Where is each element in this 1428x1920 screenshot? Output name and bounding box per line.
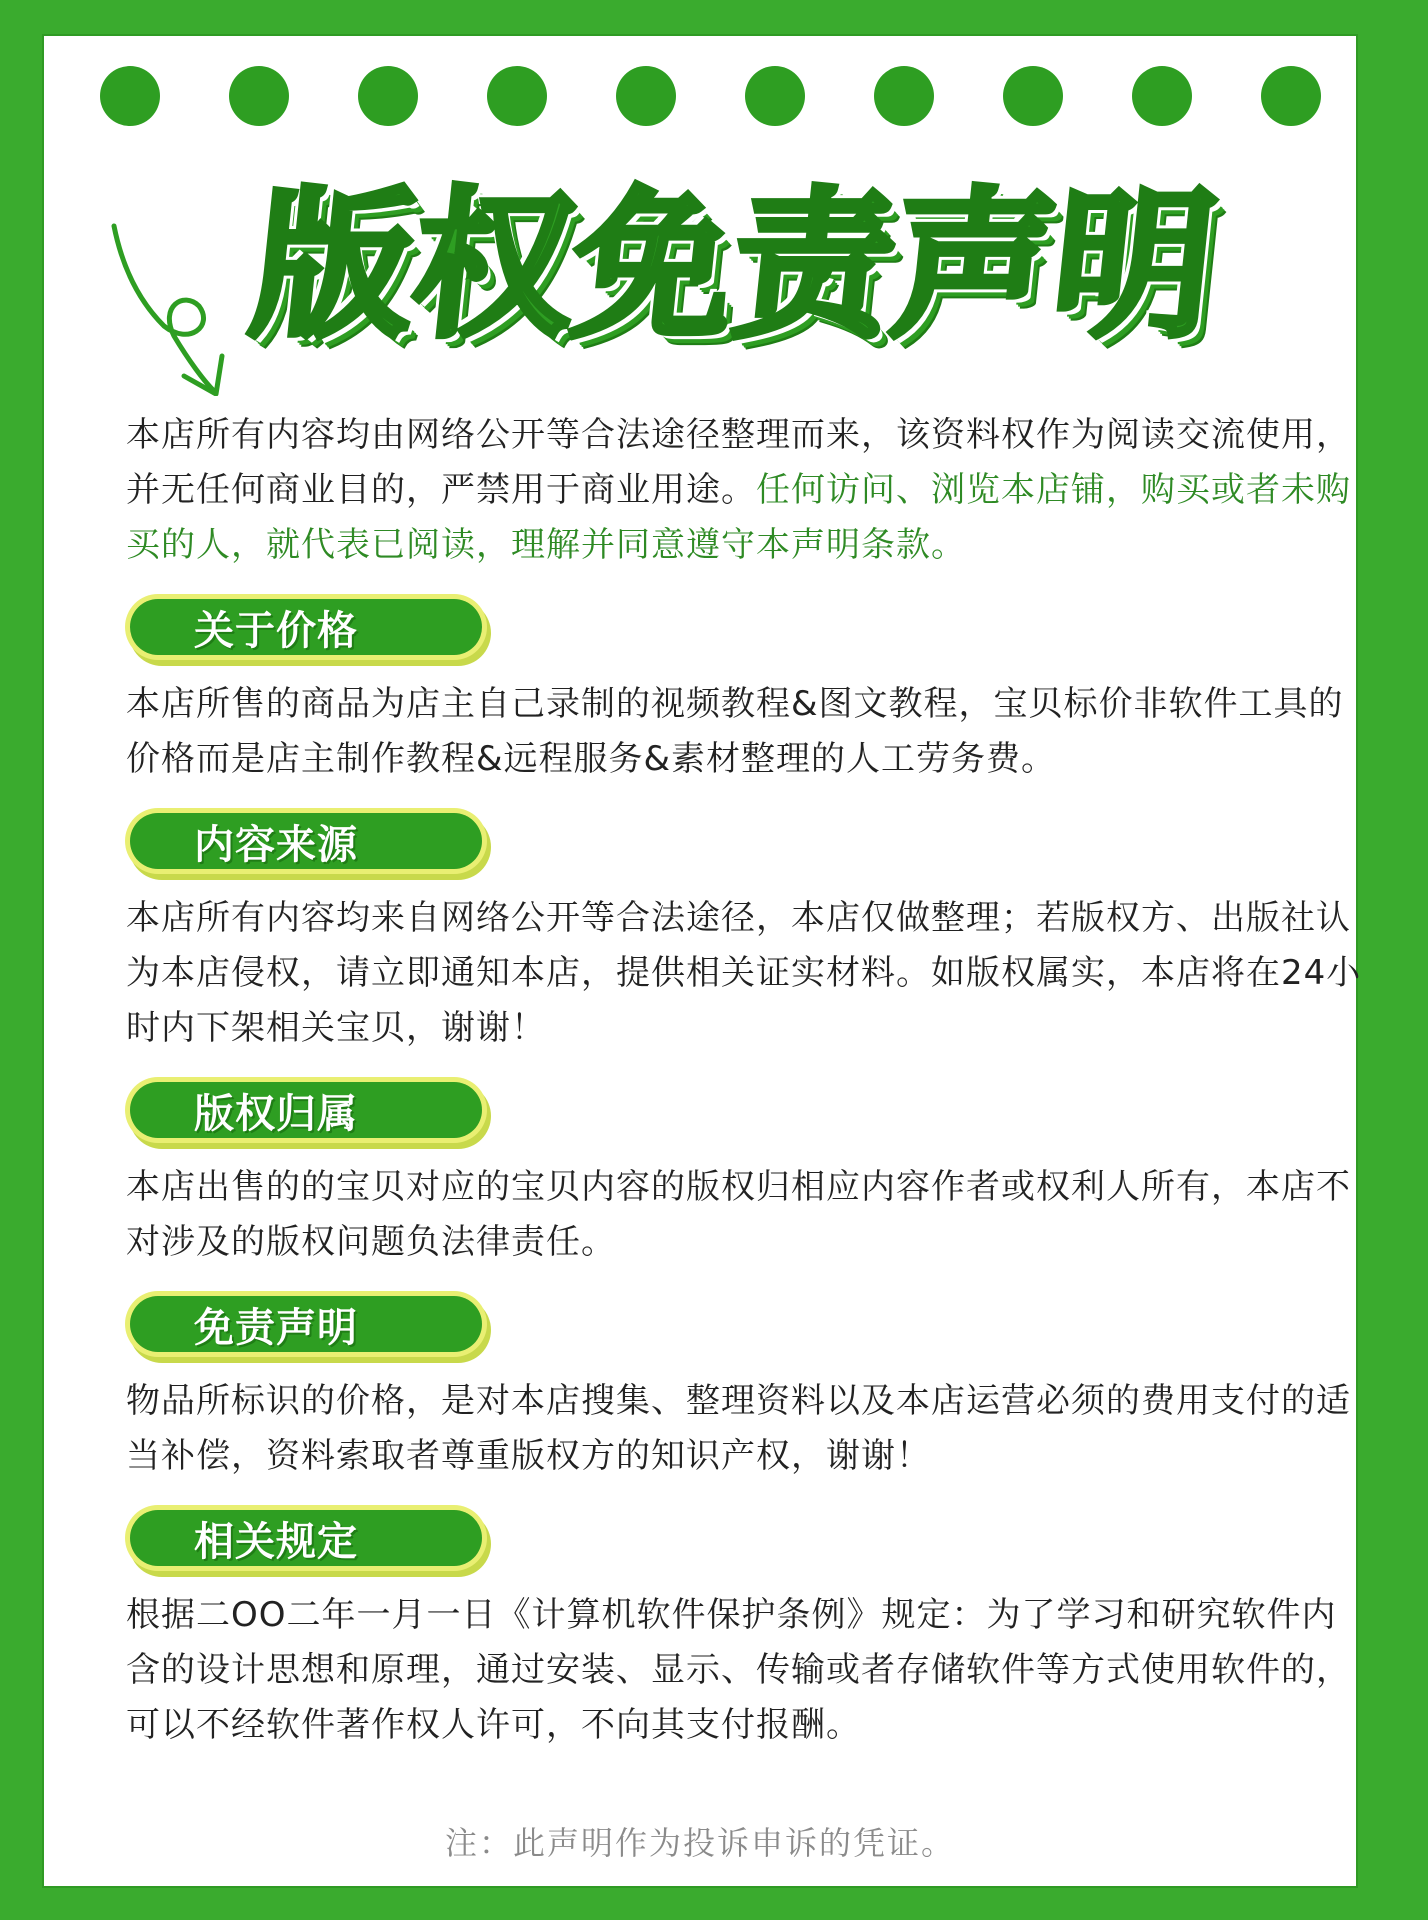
section-regulations — [126, 1510, 1366, 1753]
binder-dot — [100, 66, 160, 126]
footer-note: 注：此声明作为投诉申诉的凭证。 — [444, 1824, 955, 1862]
binder-dot — [874, 66, 934, 126]
binder-dot — [1132, 66, 1192, 126]
section-text: 根据二OO二年一月一日《计算机软件保护条例》规定：为了学习和研究软件内含的设计思想和原理，通过安装、显示、传输或者存储软件等方式使用软件的，可以不经软件著作权人许可，不向其支付报酬。 — [126, 1595, 1351, 1745]
binder-dot — [487, 66, 547, 126]
section-label: 关于价格 — [194, 607, 358, 654]
binder-dot — [616, 66, 676, 126]
section-label: 版权归属 — [194, 1090, 358, 1137]
section-text: 本店所售的商品为店主自己录制的视频教程&图文教程，宝贝标价非软件工具的价格而是店主制作教程&远程服务&素材整理的人工劳务费。 — [126, 684, 1344, 779]
section-price — [126, 599, 1366, 787]
section-label: 相关规定 — [194, 1518, 358, 1565]
binder-dot — [358, 66, 418, 126]
section-label-badge — [130, 1082, 482, 1138]
title-banner — [244, 156, 1224, 376]
section-label: 免责声明 — [194, 1304, 358, 1351]
content-body — [126, 408, 1366, 1753]
section-ownership — [126, 1082, 1366, 1270]
section-text: 本店出售的的宝贝对应的宝贝内容的版权归相应内容作者或权利人所有，本店不对涉及的版权问题负法律责任。 — [126, 1167, 1351, 1262]
section-label-badge — [130, 813, 482, 869]
binder-dot — [745, 66, 805, 126]
binder-dot — [1003, 66, 1063, 126]
binder-dot — [229, 66, 289, 126]
page-title: 版权免责声明 — [244, 172, 1224, 359]
section-source — [126, 813, 1366, 1056]
section-text: 本店所有内容均来自网络公开等合法途径，本店仅做整理；若版权方、出版社认为本店侵权，请立即通知本店，提供相关证实材料。如版权属实，本店将在24小时内下架相关宝贝，谢谢！ — [126, 898, 1362, 1048]
hand-drawn-arrow-icon — [104, 176, 244, 396]
intro-normal-text: 本店所有内容均由网络公开等合法途径整理而来，该资料权作为阅读交流使用，并无任何商业目的，严禁用于商业用途。 — [126, 415, 1351, 510]
intro-highlight-text: 任何访问、浏览本店铺，购买或者未购买的人，就代表已阅读，理解并同意遵守本声明条款。 — [126, 470, 1351, 565]
intro-paragraph — [126, 408, 1366, 573]
section-label-badge — [130, 1296, 482, 1352]
document-paper — [44, 36, 1362, 1886]
section-label-badge — [130, 599, 482, 655]
section-disclaimer — [126, 1296, 1366, 1484]
section-text: 物品所标识的价格，是对本店搜集、整理资料以及本店运营必须的费用支付的适当补偿，资料索取者尊重版权方的知识产权，谢谢！ — [126, 1381, 1351, 1476]
section-label: 内容来源 — [194, 821, 358, 868]
section-label-badge — [130, 1510, 482, 1566]
binder-dot — [1261, 66, 1321, 126]
binder-dots — [44, 66, 1356, 136]
